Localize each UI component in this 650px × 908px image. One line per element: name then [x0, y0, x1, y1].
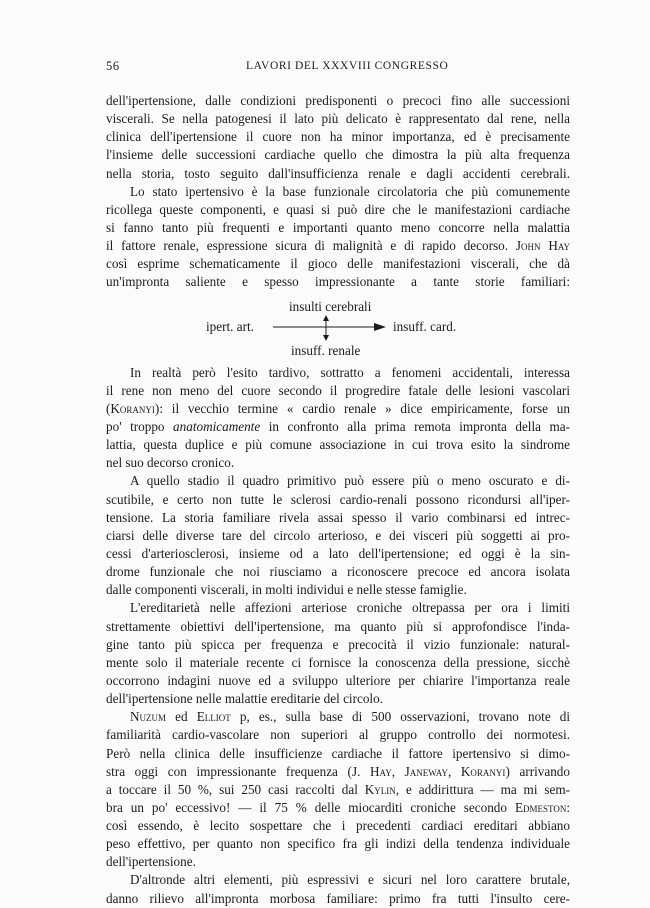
text-line: familiarità cardio-vascolare non superiori al gruppo controllo dei normotesi.	[106, 727, 570, 743]
text-line: ricollega queste componenti, e quasi si può dire che le manifestazioni cardiache	[106, 201, 570, 217]
text-line	[106, 708, 570, 726]
text-line: tensione. La storia familiare rivela assai spesso il vario combinarsi ed intrec-	[106, 509, 570, 525]
text-span: ed	[175, 709, 188, 725]
text-line: gine tanto più spicca per frequenza e precocità il vizio funzionale: natural-	[106, 636, 570, 652]
diagram-right-label: insuff. card.	[393, 318, 457, 334]
text-line: dell'ipertensione, dalle condizioni predisponenti o precoci fino alle successioni	[106, 93, 570, 108]
text-span: ) arrivando	[505, 763, 570, 779]
text-line: ciarsi delle diverse tare del circolo arterioso, e dei visceri più soggetti ai pro-	[106, 527, 570, 543]
text-span: a toccare il 50 %, sui 250 casi raccolti dal	[106, 781, 358, 797]
author-name: Janeway	[404, 763, 448, 779]
text-line: lattia, questa duplice e più comune associazione in cui trova esito la sindrome	[106, 437, 570, 453]
text-line: così essendo, è lecito sospettare che i precedenti cardiaci ereditari abbiano	[106, 818, 570, 834]
text-line: danno rilievo all'impronta morbosa familiare: primo fra tutti l'insulto cere-	[106, 890, 570, 906]
text-line: occorrono indagini nuove ed a sviluppo ulteriore per chiarire l'importanza reale	[106, 672, 570, 688]
paragraph-4	[106, 472, 570, 599]
text-line: mente solo il materiale recente ci fornisce la conoscenza della pressione, sicchè	[106, 654, 570, 670]
hypertension-diagram	[106, 300, 570, 362]
text-line: dell'ipertensione nelle malattie ereditarie del circolo.	[106, 691, 383, 707]
text-line: dalle componenti viscerali, in molti individui e nelle stesse famiglie.	[106, 582, 467, 598]
text-line: cessi d'arteriosclerosi, insieme od a lato dell'ipertensione; ed oggi è la sin-	[106, 545, 570, 561]
text-line: viscerali. Se nella patogenesi il lato più delicato è rappresentato dal rene, nella	[106, 111, 570, 127]
text-span: : il vecchio termine « cardio renale » dice empiricamente, forse un	[159, 400, 570, 416]
text-line: drome funzionale che noi riusciamo a riconoscere precoce ed ancora isolata	[106, 564, 570, 580]
text-line	[106, 418, 570, 436]
author-name: Elliot	[196, 709, 231, 725]
text-line: Lo stato ipertensivo è la base funzionale circolatoria che più comunemente	[130, 183, 570, 199]
text-line: Però nella clinica delle insufficienze cardiache il fattore ipertensivo si dimo-	[106, 745, 570, 761]
diagram-left-label: ipert. art.	[206, 318, 254, 334]
diagram-top-label: insulti cerebrali	[289, 298, 372, 314]
text-span: il fattore renale, espressione sicura di malignità e di rapido decorso.	[106, 238, 509, 254]
text-line: scutibile, e certo non tutte le sclerosi cardio-renali possono ricondursi all'iper-	[106, 491, 570, 507]
text-line: il rene non meno del cuore secondo il progredire fatale delle lesioni vascolari	[106, 382, 570, 398]
text-line: nella storia, tosto seguito dall'insufficienza renale e dagli accidenti cerebrali.	[106, 165, 570, 181]
author-name: Nuzum	[130, 709, 167, 725]
text-line	[106, 400, 570, 418]
text-line: l'insieme delle successioni cardiache quello che dimostra la più alta frequenza	[106, 147, 570, 163]
running-title: LAVORI DEL XXXVIII CONGRESSO	[246, 60, 449, 72]
text-span: p, es., sulla base di 500 osservazioni, trovano note di	[239, 709, 570, 725]
paragraph-2	[106, 183, 570, 292]
author-name: Koranyi	[460, 763, 506, 779]
text-line: clinica dell'ipertensione il cuore non ha minor importanza, ed è precisamente	[106, 129, 570, 145]
text-span: :	[566, 799, 570, 815]
text-line: A quello stadio il quadro primitivo può essere più o meno oscurato e di-	[130, 473, 570, 489]
text-line: dell'ipertensione.	[106, 854, 196, 870]
text-line: strettamente obiettivi dell'ipertensione, ma quanto più si approfondisce l'inda-	[106, 618, 570, 634]
body-text	[106, 92, 570, 908]
paragraph-7	[106, 871, 570, 907]
text-line: stra oggi con impressionante frequenza (J. Hay, Janeway, Koranyi) arrivando	[106, 763, 570, 779]
author-name: Hay	[370, 763, 392, 779]
right-arrowhead	[374, 323, 386, 331]
text-line	[106, 799, 570, 817]
paragraph-6	[106, 708, 570, 871]
text-line: un'impronta saliente e spesso impressionante a tante storie familiari:	[106, 274, 570, 290]
paragraph-1	[106, 92, 570, 183]
text-span: stra oggi con impressionante frequenza (J.	[106, 763, 361, 779]
text-line	[106, 237, 570, 255]
author-name: Edmeston	[514, 799, 567, 815]
text-line: si fanno tanto più frequenti e importanti quanto meno concorre nella malattia	[106, 219, 570, 235]
text-span: in confronto alla prima remota impronta della ma-	[268, 418, 570, 434]
text-line: In realtà però l'esito tardivo, sottratto a fenomeni accidentali, interessa	[130, 364, 570, 380]
text-line: così esprime schematicamente il gioco delle manifestazioni viscerali, che dà	[106, 256, 570, 272]
text-line: nel suo decorso cronico.	[106, 455, 235, 471]
text-span: po' troppo	[106, 418, 165, 434]
text-span: bra un po' eccessivo! — il 75 % delle miocarditi croniche secondo	[106, 799, 507, 815]
down-arrowhead	[323, 335, 329, 341]
diagram-bottom-label: insuff. renale	[291, 342, 361, 358]
author-name: (Koranyi)	[106, 400, 160, 416]
text-line	[106, 781, 570, 799]
paragraph-3	[106, 364, 570, 473]
text-line: D'altronde altri elementi, più espressivi e sicuri nel loro carattere brutale,	[130, 872, 570, 888]
text-line: L'ereditarietà nelle affezioni arteriose croniche oltrepassa per ora i limiti	[130, 600, 570, 616]
page-number: 56	[106, 59, 120, 73]
text-span: , e addirittura — ma mi sem-	[395, 781, 570, 797]
author-name: Kylin	[364, 781, 396, 797]
paragraph-5	[106, 599, 570, 708]
author-name: John Hay	[515, 238, 570, 254]
italic-term: anatomicamente	[173, 418, 261, 434]
text-line: peso effettivo, per quanto non specifico fra gli indizi della tendenza individuale	[106, 836, 570, 852]
